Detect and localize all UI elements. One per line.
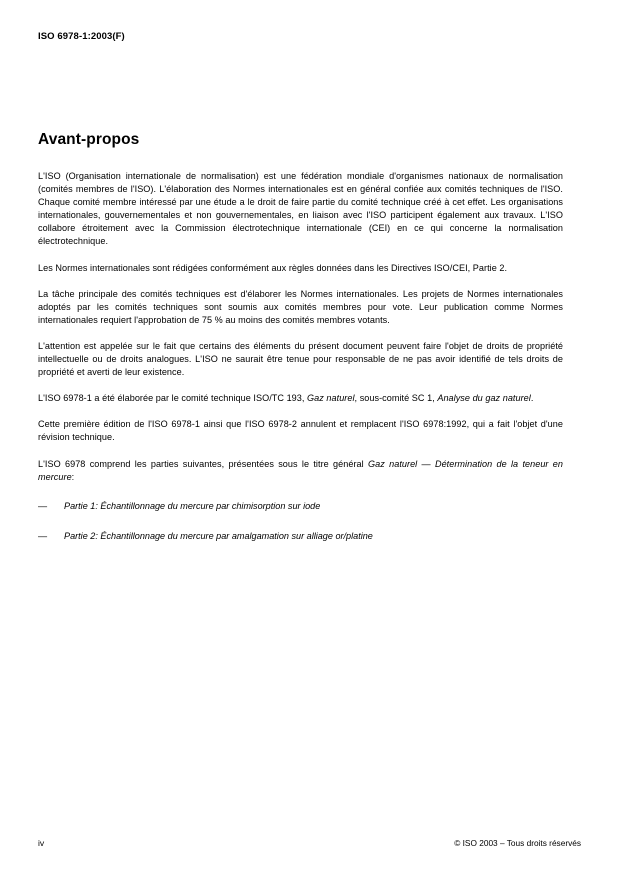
general-title-gaz-naturel-determination: Gaz naturel — Détermination de la teneur en mercure — [38, 458, 564, 482]
list-item — [38, 530, 563, 543]
paragraph-5-committee — [38, 392, 563, 405]
paragraph-7-parts-intro — [38, 458, 563, 484]
paragraph-3: La tâche principale des comités techniques est d'élaborer les Normes internationales. Les projets de Normes internationales adoptés par les comités techniques sont soumis aux comités membres pour vote. Leur publication comme Normes internationales requiert l'approbation de 75 % au moins des comités membres votants. — [38, 288, 563, 325]
section-title: Avant-propos — [38, 131, 140, 148]
paragraph-1: L'ISO (Organisation internationale de normalisation) est une fédération mondiale d'organismes nationaux de normalisation (comités membres de l'ISO). L'élaboration des Normes internationales est en général confiée aux comités techniques de l'ISO. Chaque comité membre intéressé par une étude a le droit de faire partie du comité technique créé à cet effet. Les organisations internationales, gouvernementales et non gouvernementales, en liaison avec l'ISO participent également aux travaux. L'ISO collabore étroitement avec la Commission électrotechnique internationale (CEI) en ce qui concerne la normalisation électrotechnique. — [38, 171, 563, 247]
em-dash-marker-icon: — — [38, 500, 48, 511]
running-header — [38, 31, 581, 42]
standard-reference: ISO 6978-1:2003(F) — [38, 31, 125, 42]
page-number: iv — [38, 838, 45, 848]
list-item-label: Partie 2: Échantillonnage du mercure par amalgamation sur alliage or/platine — [64, 530, 373, 541]
paragraph-4: L'attention est appelée sur le fait que certains des éléments du présent document peuvent faire l'objet de droits de propriété intellectuelle ou de droits analogues. L'ISO ne saurait être tenue pour responsable de ne pas avoir identifié de tels droits de propriété et averti de leur existence. — [38, 340, 563, 378]
committee-title-gaz-naturel: Gaz naturel — [307, 393, 355, 404]
list-item — [38, 500, 563, 513]
paragraph-5-text-c: . — [530, 393, 534, 404]
parts-list — [38, 500, 563, 543]
em-dash-marker-icon: — — [38, 530, 48, 541]
paragraph-7-text-b: : — [71, 471, 75, 482]
list-item-label: Partie 1: Échantillonnage du mercure par chimisorption sur iode — [64, 500, 321, 511]
copyright-notice: © ISO 2003 – Tous droits réservés — [454, 838, 581, 848]
paragraph-7-text-a: L'ISO 6978 comprend les parties suivantes, présentées sous le titre général — [38, 458, 368, 469]
subcommittee-title-analyse-du-gaz-naturel: Analyse du gaz naturel — [437, 393, 531, 404]
paragraph-5-text-b: , sous-comité SC 1, — [354, 393, 438, 404]
paragraph-5-text-a: L'ISO 6978-1 a été élaborée par le comité technique ISO/TC 193, — [38, 393, 308, 404]
paragraph-2: Les Normes internationales sont rédigées conformément aux règles données dans les Directives ISO/CEI, Partie 2. — [38, 262, 508, 273]
page-footer — [38, 838, 581, 848]
page-content — [38, 131, 563, 543]
paragraph-6-edition: Cette première édition de l'ISO 6978-1 ainsi que l'ISO 6978-2 annulent et remplacent l'ISO 6978:1992, qui a fait l'objet d'une révision technique. — [38, 419, 563, 443]
